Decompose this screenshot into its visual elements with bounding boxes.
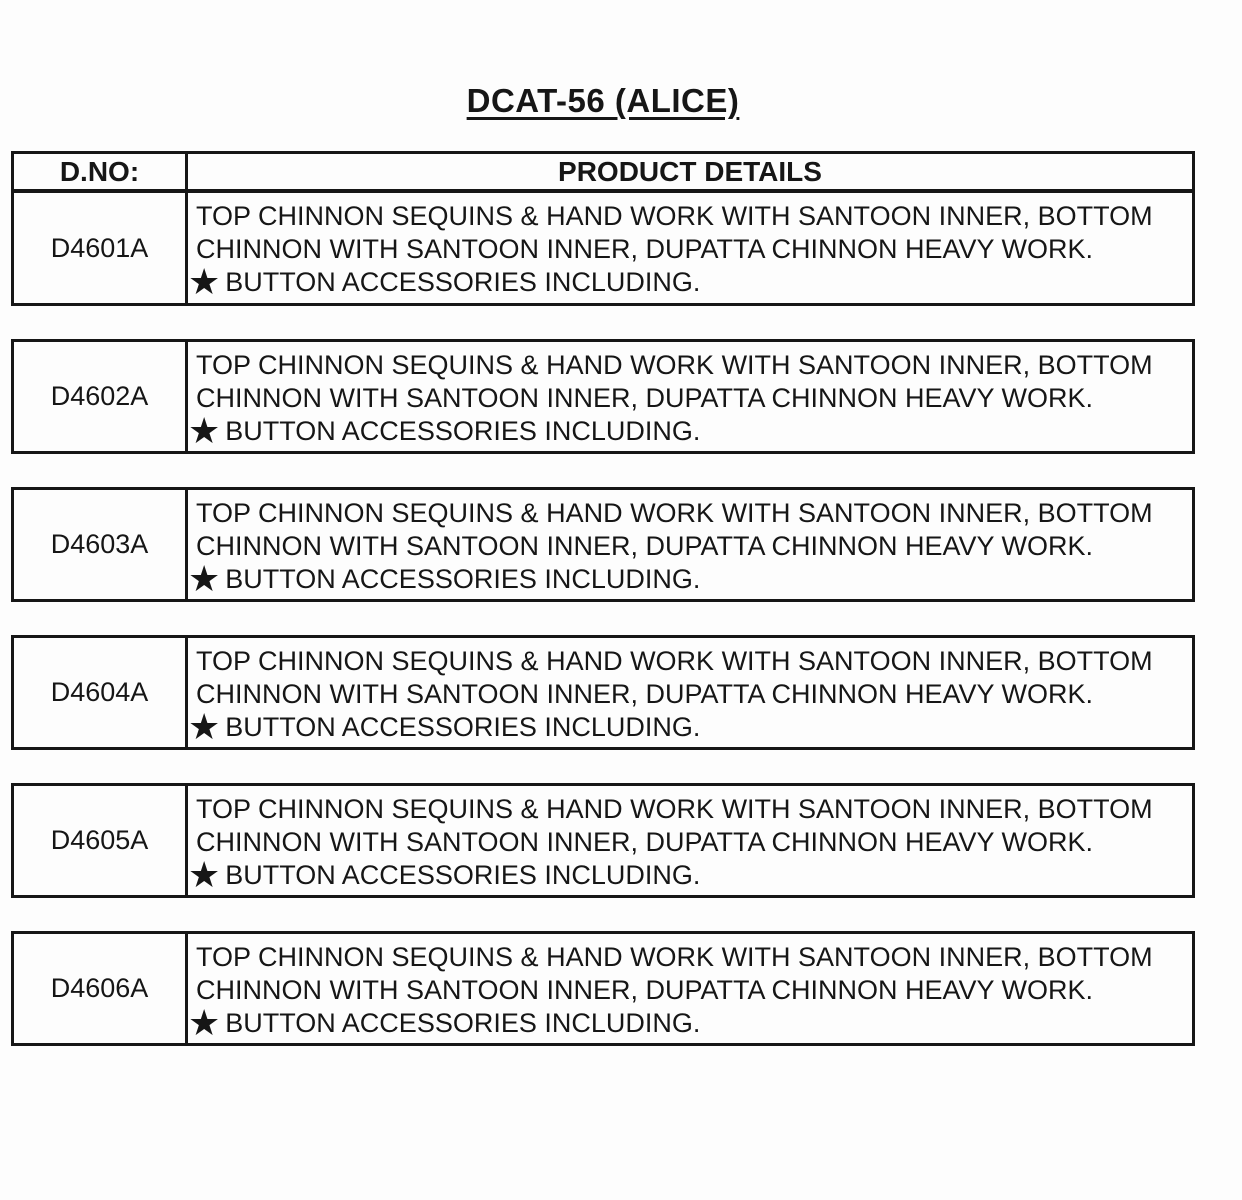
accessories-note-text: BUTTON ACCESSORIES INCLUDING.: [225, 860, 701, 890]
description-line-1: TOP CHINNON SEQUINS & HAND WORK WITH SANTOON INNER, BOTTOM: [196, 942, 1153, 972]
product-row: [11, 487, 1195, 602]
star-icon: ★: [188, 854, 221, 895]
product-details-cell: [188, 638, 1192, 747]
description-line-2: CHINNON WITH SANTOON INNER, DUPATTA CHINNON HEAVY WORK.: [196, 827, 1094, 857]
product-details-cell: [188, 193, 1192, 303]
page-title: [11, 82, 1195, 120]
star-icon: ★: [188, 1002, 221, 1043]
product-details-cell: [188, 490, 1192, 599]
product-row: [11, 635, 1195, 750]
page-title-text: DCAT-56 (ALICE): [466, 82, 740, 119]
design-number: D4602A: [14, 342, 188, 451]
product-details-cell: [188, 934, 1192, 1043]
description-line-2: CHINNON WITH SANTOON INNER, DUPATTA CHINNON HEAVY WORK.: [196, 531, 1094, 561]
description-line-1: TOP CHINNON SEQUINS & HAND WORK WITH SANTOON INNER, BOTTOM: [196, 201, 1153, 231]
star-icon: ★: [188, 410, 221, 451]
description-line-1: TOP CHINNON SEQUINS & HAND WORK WITH SANTOON INNER, BOTTOM: [196, 646, 1153, 676]
accessories-note: [188, 558, 1184, 599]
product-row: [11, 783, 1195, 898]
product-row: [11, 339, 1195, 454]
accessories-note: [188, 261, 1184, 302]
design-number: D4605A: [14, 786, 188, 895]
accessories-note-text: BUTTON ACCESSORIES INCLUDING.: [225, 1008, 701, 1038]
accessories-note-text: BUTTON ACCESSORIES INCLUDING.: [225, 416, 701, 446]
description-line-1: TOP CHINNON SEQUINS & HAND WORK WITH SANTOON INNER, BOTTOM: [196, 350, 1153, 380]
description-line-2: CHINNON WITH SANTOON INNER, DUPATTA CHINNON HEAVY WORK.: [196, 679, 1094, 709]
accessories-note-text: BUTTON ACCESSORIES INCLUDING.: [225, 564, 701, 594]
description-line-1: TOP CHINNON SEQUINS & HAND WORK WITH SANTOON INNER, BOTTOM: [196, 498, 1153, 528]
star-icon: ★: [188, 706, 221, 747]
header-dno: D.NO:: [14, 154, 188, 189]
design-number: D4606A: [14, 934, 188, 1043]
accessories-note: [188, 410, 1184, 451]
design-number: D4603A: [14, 490, 188, 599]
product-table: [11, 151, 1195, 1046]
product-row: [11, 931, 1195, 1046]
star-icon: ★: [188, 261, 221, 302]
description-line-2: CHINNON WITH SANTOON INNER, DUPATTA CHINNON HEAVY WORK.: [196, 383, 1094, 413]
description-line-2: CHINNON WITH SANTOON INNER, DUPATTA CHINNON HEAVY WORK.: [196, 975, 1094, 1005]
header-product-details: PRODUCT DETAILS: [558, 155, 822, 187]
table-header-row: [11, 151, 1195, 191]
product-details-cell: [188, 786, 1192, 895]
star-icon: ★: [188, 558, 221, 599]
description-line-1: TOP CHINNON SEQUINS & HAND WORK WITH SANTOON INNER, BOTTOM: [196, 794, 1153, 824]
accessories-note: [188, 706, 1184, 747]
accessories-note-text: BUTTON ACCESSORIES INCLUDING.: [225, 712, 701, 742]
description-line-2: CHINNON WITH SANTOON INNER, DUPATTA CHINNON HEAVY WORK.: [196, 234, 1094, 264]
design-number: D4601A: [14, 193, 188, 303]
accessories-note-text: BUTTON ACCESSORIES INCLUDING.: [225, 267, 701, 297]
accessories-note: [188, 1002, 1184, 1043]
product-details-cell: [188, 342, 1192, 451]
design-number: D4604A: [14, 638, 188, 747]
accessories-note: [188, 854, 1184, 895]
product-row: [11, 191, 1195, 306]
